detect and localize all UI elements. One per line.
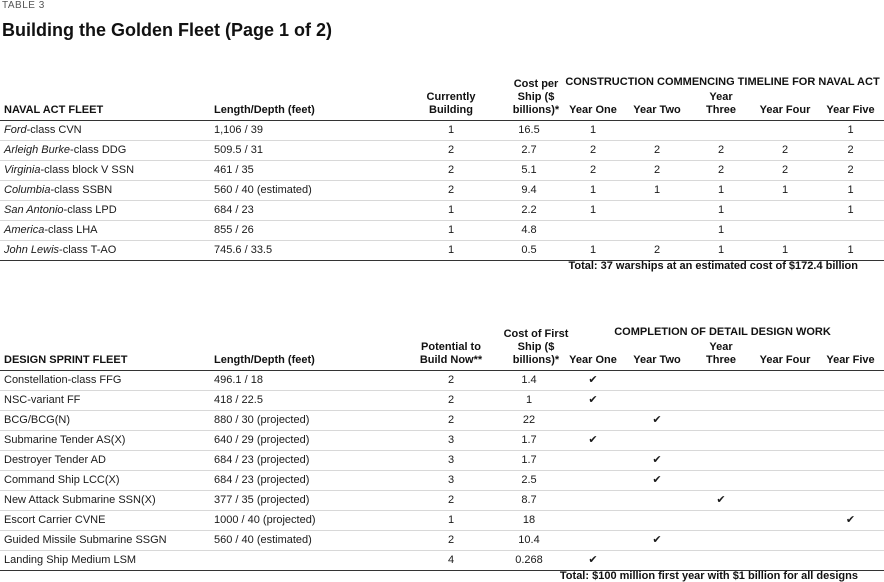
year-cell — [753, 491, 817, 511]
table-row — [0, 241, 884, 261]
col-length-depth: Length/Depth (feet) — [210, 91, 405, 121]
cost-cell: 1.4 — [497, 371, 561, 391]
cost-cell: 1 — [497, 391, 561, 411]
year-cell — [753, 451, 817, 471]
check-icon: ✔ — [652, 414, 662, 426]
cost-cell: 2.7 — [497, 141, 561, 161]
col-length-depth: Length/Depth (feet) — [210, 341, 405, 371]
year-cell — [561, 411, 625, 431]
year-cell: 2 — [753, 141, 817, 161]
ship-class-name-italic: Arleigh Burke — [4, 144, 71, 156]
table-row — [0, 531, 884, 551]
potential-cell: 3 — [405, 471, 497, 491]
year-cell: 1 — [817, 121, 884, 141]
year-cell — [753, 531, 817, 551]
design-ship-name: NSC-variant FF — [0, 391, 210, 411]
length-depth-cell: 496.1 / 18 — [210, 371, 405, 391]
length-depth-cell: 560 / 40 (estimated) — [210, 531, 405, 551]
table-row — [0, 491, 884, 511]
year-cell: 1 — [817, 181, 884, 201]
table-row — [0, 141, 884, 161]
length-depth-cell: 560 / 40 (estimated) — [210, 181, 405, 201]
year-cell: 1 — [753, 181, 817, 201]
ship-class-name-suffix: -class T-AO — [59, 244, 117, 256]
cost-cell: 4.8 — [497, 221, 561, 241]
cost-cell: 1.7 — [497, 431, 561, 451]
year-cell — [753, 391, 817, 411]
length-depth-cell: 745.6 / 33.5 — [210, 241, 405, 261]
year-cell — [817, 491, 884, 511]
year-cell — [625, 511, 689, 531]
year-cell: 2 — [753, 161, 817, 181]
year-cell — [817, 221, 884, 241]
table-row — [0, 121, 884, 141]
design-ship-name: Guided Missile Submarine SSGN — [0, 531, 210, 551]
year-cell: 1 — [689, 221, 753, 241]
potential-cell: 2 — [405, 411, 497, 431]
potential-cell: 4 — [405, 551, 497, 571]
design-sprint-fleet-table — [0, 326, 884, 571]
ship-class-name — [0, 141, 210, 161]
ship-class-name-italic: San Antonio — [4, 204, 64, 216]
year-cell — [753, 221, 817, 241]
table-row — [0, 451, 884, 471]
potential-cell: 2 — [405, 491, 497, 511]
ship-class-name-italic: America — [4, 224, 45, 236]
year-cell — [561, 371, 625, 391]
design-ship-name: BCG/BCG(N) — [0, 411, 210, 431]
ship-class-name-suffix: -class DDG — [70, 144, 127, 156]
year-cell — [689, 451, 753, 471]
ship-class-name — [0, 181, 210, 201]
cost-cell: 2.5 — [497, 471, 561, 491]
naval-total: Total: 37 warships at an estimated cost of $172.4 billion — [568, 260, 858, 272]
year-cell — [753, 431, 817, 451]
design-total: Total: $100 million first year with $1 billion for all designs — [559, 570, 858, 582]
year-cell — [625, 411, 689, 431]
check-icon: ✔ — [588, 434, 598, 446]
table-row — [0, 201, 884, 221]
year-cell: 1 — [561, 201, 625, 221]
cost-cell: 2.2 — [497, 201, 561, 221]
table-row — [0, 371, 884, 391]
cost-cell: 22 — [497, 411, 561, 431]
col-design-sprint-fleet: DESIGN SPRINT FLEET — [0, 341, 210, 371]
year-cell — [689, 121, 753, 141]
check-icon: ✔ — [588, 394, 598, 406]
currently-building-cell: 2 — [405, 181, 497, 201]
col-year-four: Year Four — [753, 341, 817, 371]
cost-cell: 5.1 — [497, 161, 561, 181]
cost-cell: 9.4 — [497, 181, 561, 201]
design-ship-name: Destroyer Tender AD — [0, 451, 210, 471]
year-cell: 1 — [689, 241, 753, 261]
year-cell: 2 — [561, 161, 625, 181]
check-icon: ✔ — [652, 454, 662, 466]
naval-timeline-banner: CONSTRUCTION COMMENCING TIMELINE FOR NAVAL ACT — [565, 76, 880, 88]
length-depth-cell: 684 / 23 (projected) — [210, 471, 405, 491]
year-cell — [689, 431, 753, 451]
year-cell — [689, 511, 753, 531]
check-icon: ✔ — [588, 554, 598, 566]
length-depth-cell: 509.5 / 31 — [210, 141, 405, 161]
year-cell — [561, 431, 625, 451]
currently-building-cell: 1 — [405, 121, 497, 141]
col-year-one: Year One — [561, 91, 625, 121]
table-row — [0, 221, 884, 241]
col-naval-act-fleet: NAVAL ACT FLEET — [0, 91, 210, 121]
length-depth-cell: 855 / 26 — [210, 221, 405, 241]
year-cell — [753, 511, 817, 531]
year-cell — [689, 531, 753, 551]
year-cell — [561, 531, 625, 551]
year-cell — [625, 531, 689, 551]
year-cell — [561, 551, 625, 571]
table-tag: TABLE 3 — [2, 0, 45, 11]
col-year-two: Year Two — [625, 91, 689, 121]
year-cell — [625, 121, 689, 141]
currently-building-cell: 2 — [405, 141, 497, 161]
year-cell — [817, 531, 884, 551]
table-row — [0, 471, 884, 491]
year-cell: 2 — [689, 161, 753, 181]
naval-act-fleet-table — [0, 76, 884, 261]
year-cell — [561, 451, 625, 471]
year-cell — [817, 451, 884, 471]
design-ship-name: New Attack Submarine SSN(X) — [0, 491, 210, 511]
currently-building-cell: 1 — [405, 201, 497, 221]
year-cell — [753, 121, 817, 141]
col-year-three: Year Three — [689, 341, 753, 371]
year-cell — [625, 491, 689, 511]
year-cell: 1 — [753, 241, 817, 261]
col-year-four: Year Four — [753, 91, 817, 121]
cost-cell: 8.7 — [497, 491, 561, 511]
cost-cell: 16.5 — [497, 121, 561, 141]
year-cell — [817, 471, 884, 491]
col-potential-to-build: Potential to Build Now** — [405, 341, 497, 371]
col-year-three: Year Three — [689, 91, 753, 121]
year-cell: 2 — [625, 161, 689, 181]
year-cell — [753, 551, 817, 571]
length-depth-cell: 1000 / 40 (projected) — [210, 511, 405, 531]
length-depth-cell: 461 / 35 — [210, 161, 405, 181]
year-cell: 1 — [817, 241, 884, 261]
table-row — [0, 411, 884, 431]
year-cell — [625, 471, 689, 491]
check-icon: ✔ — [845, 514, 856, 526]
year-cell — [817, 511, 884, 531]
table-row — [0, 391, 884, 411]
currently-building-cell: 1 — [405, 241, 497, 261]
length-depth-cell: 880 / 30 (projected) — [210, 411, 405, 431]
length-depth-cell: 377 / 35 (projected) — [210, 491, 405, 511]
col-year-two: Year Two — [625, 341, 689, 371]
year-cell — [561, 221, 625, 241]
ship-class-name-suffix: -class CVN — [26, 124, 82, 136]
table-row — [0, 431, 884, 451]
design-ship-name: Constellation-class FFG — [0, 371, 210, 391]
length-depth-cell: 640 / 29 (projected) — [210, 431, 405, 451]
year-cell — [817, 411, 884, 431]
year-cell: 2 — [689, 141, 753, 161]
year-cell — [561, 511, 625, 531]
length-depth-cell: 1,106 / 39 — [210, 121, 405, 141]
ship-class-name — [0, 201, 210, 221]
col-cost-per-ship: Cost per Ship ($ billions)* — [497, 91, 561, 121]
year-cell: 1 — [561, 241, 625, 261]
year-cell — [753, 471, 817, 491]
ship-class-name-italic: Columbia — [4, 184, 51, 196]
table-row — [0, 181, 884, 201]
potential-cell: 3 — [405, 431, 497, 451]
year-cell — [561, 471, 625, 491]
year-cell — [753, 411, 817, 431]
ship-class-name — [0, 161, 210, 181]
year-cell: 2 — [817, 141, 884, 161]
year-cell — [625, 201, 689, 221]
year-cell — [689, 371, 753, 391]
cost-cell: 10.4 — [497, 531, 561, 551]
year-cell: 2 — [625, 241, 689, 261]
year-cell — [625, 451, 689, 471]
year-cell — [689, 411, 753, 431]
ship-class-name-suffix: -class SSBN — [50, 184, 113, 196]
col-year-five: Year Five — [817, 91, 884, 121]
year-cell — [817, 371, 884, 391]
potential-cell: 2 — [405, 531, 497, 551]
potential-cell: 3 — [405, 451, 497, 471]
year-cell: 2 — [817, 161, 884, 181]
length-depth-cell: 684 / 23 — [210, 201, 405, 221]
year-cell — [625, 431, 689, 451]
year-cell — [689, 471, 753, 491]
ship-class-name-italic: Virginia — [4, 164, 41, 176]
col-year-five: Year Five — [817, 341, 884, 371]
year-cell: 1 — [817, 201, 884, 221]
year-cell: 1 — [689, 201, 753, 221]
ship-class-name — [0, 121, 210, 141]
potential-cell: 1 — [405, 511, 497, 531]
cost-cell: 18 — [497, 511, 561, 531]
col-cost-first-ship: Cost of First Ship ($ billions)* — [497, 341, 561, 371]
design-ship-name: Escort Carrier CVNE — [0, 511, 210, 531]
check-icon: ✔ — [588, 374, 598, 386]
ship-class-name-italic: Ford — [4, 124, 27, 136]
check-icon: ✔ — [652, 534, 662, 546]
table-row — [0, 551, 884, 571]
year-cell — [689, 391, 753, 411]
ship-class-name-suffix: -class LHA — [44, 224, 98, 236]
col-year-one: Year One — [561, 341, 625, 371]
check-icon: ✔ — [716, 494, 726, 506]
year-cell — [625, 221, 689, 241]
col-currently-building: Currently Building — [405, 91, 497, 121]
length-depth-cell: 684 / 23 (projected) — [210, 451, 405, 471]
year-cell — [561, 391, 625, 411]
ship-class-name-suffix: -class block V SSN — [40, 164, 135, 176]
design-ship-name: Command Ship LCC(X) — [0, 471, 210, 491]
year-cell: 1 — [689, 181, 753, 201]
year-cell — [753, 201, 817, 221]
page-title: Building the Golden Fleet (Page 1 of 2) — [2, 20, 333, 40]
year-cell: 1 — [625, 181, 689, 201]
ship-class-name-italic: John Lewis — [4, 244, 60, 256]
year-cell — [689, 491, 753, 511]
year-cell — [625, 551, 689, 571]
ship-class-name — [0, 241, 210, 261]
table-row — [0, 161, 884, 181]
table-row — [0, 511, 884, 531]
year-cell — [625, 371, 689, 391]
year-cell — [753, 371, 817, 391]
length-depth-cell — [210, 551, 405, 571]
year-cell — [625, 391, 689, 411]
year-cell: 1 — [561, 181, 625, 201]
cost-cell: 0.5 — [497, 241, 561, 261]
length-depth-cell: 418 / 22.5 — [210, 391, 405, 411]
potential-cell: 2 — [405, 391, 497, 411]
currently-building-cell: 2 — [405, 161, 497, 181]
year-cell: 1 — [561, 121, 625, 141]
design-ship-name: Submarine Tender AS(X) — [0, 431, 210, 451]
check-icon: ✔ — [652, 474, 662, 486]
year-cell — [689, 551, 753, 571]
cost-cell: 0.268 — [497, 551, 561, 571]
currently-building-cell: 1 — [405, 221, 497, 241]
year-cell: 2 — [561, 141, 625, 161]
year-cell — [817, 431, 884, 451]
potential-cell: 2 — [405, 371, 497, 391]
ship-class-name-suffix: -class LPD — [63, 204, 117, 216]
ship-class-name — [0, 221, 210, 241]
cost-cell: 1.7 — [497, 451, 561, 471]
year-cell: 2 — [625, 141, 689, 161]
year-cell — [817, 391, 884, 411]
design-ship-name: Landing Ship Medium LSM — [0, 551, 210, 571]
year-cell — [817, 551, 884, 571]
design-work-banner: COMPLETION OF DETAIL DESIGN WORK — [614, 326, 831, 338]
year-cell — [561, 491, 625, 511]
